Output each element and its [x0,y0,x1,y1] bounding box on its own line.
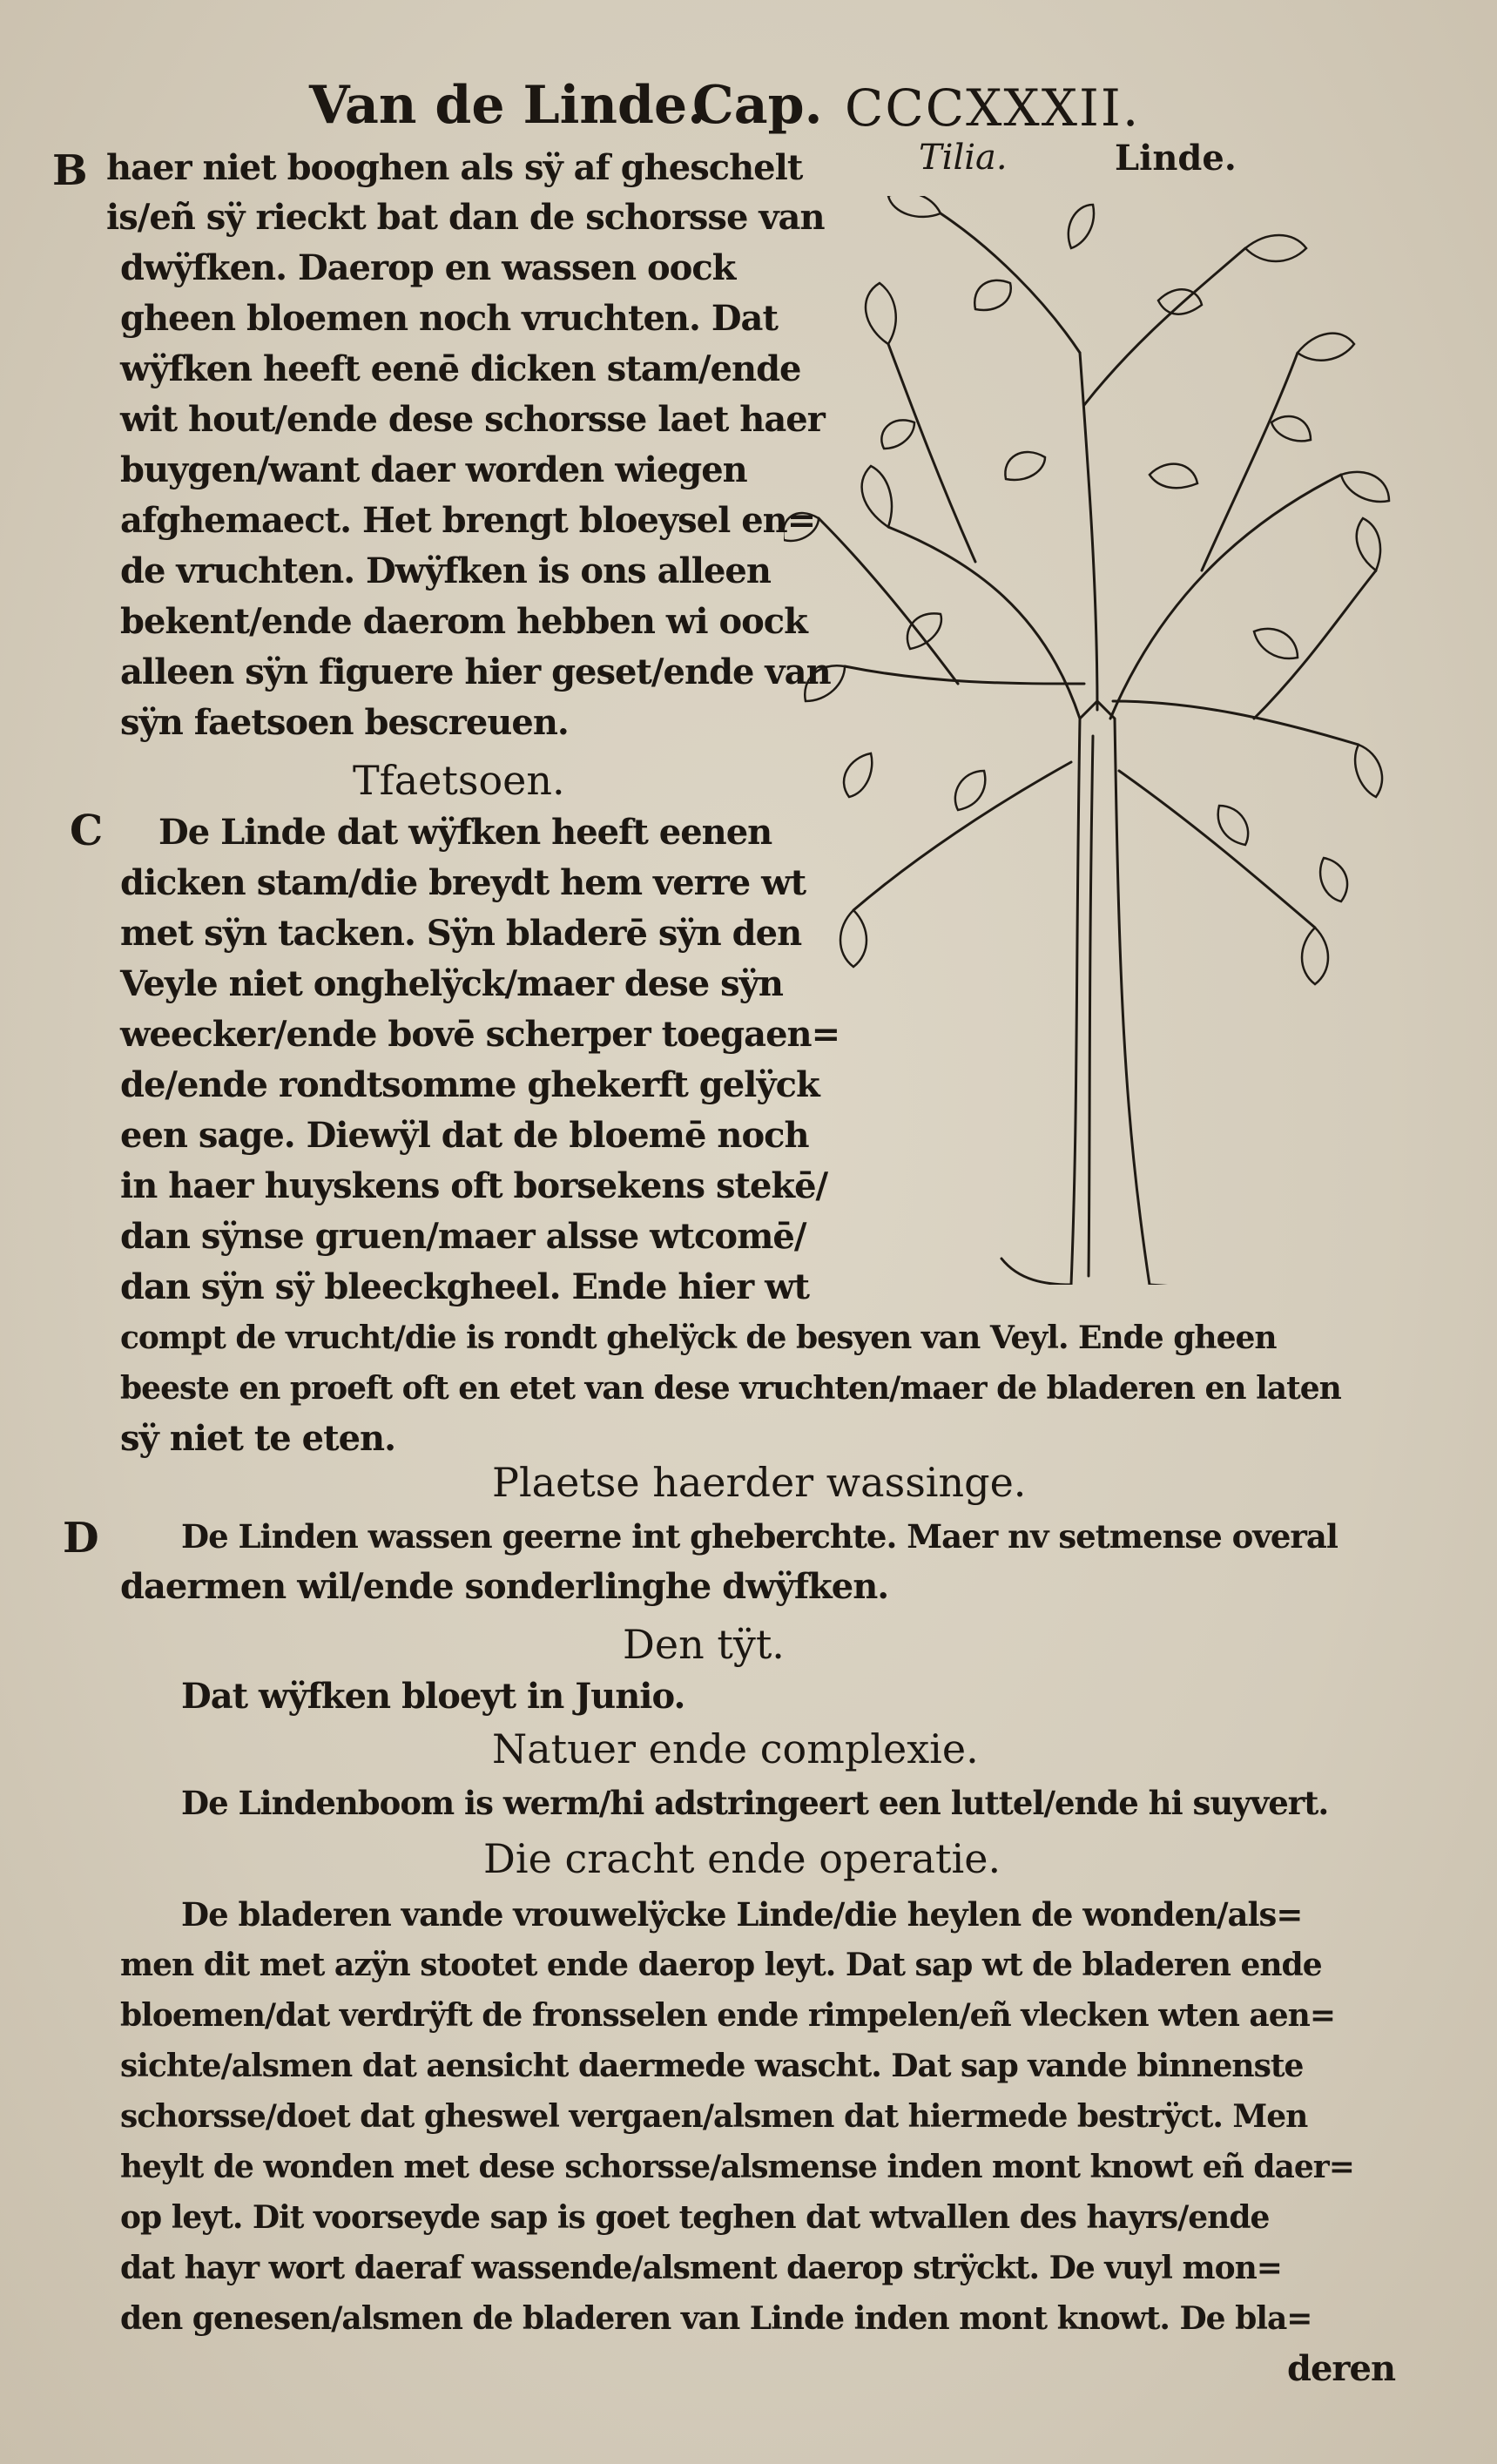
text-line: dwÿfken. Daerop en wassen oock [120,247,736,288]
text-line: afghemaect. Het brengt bloeysel en= [120,500,816,541]
heading-faetsoen: Tfaetsoen. [353,757,565,804]
text-line: compt de vrucht/die is rondt ghelÿck de besyen van Veyl. Ende gheen [120,1320,1277,1356]
chapter-label: Cap. [692,75,823,136]
section-marker-d: D [63,1514,99,1563]
text-line: deren [1287,2348,1396,2389]
text-line: een sage. Diewÿl dat de bloemē noch [120,1115,809,1156]
text-line: weecker/ende bovē scherper toegaen= [120,1014,840,1055]
text-line: beeste en proeft oft en etet van dese vruchten/maer de bladeren en laten [120,1370,1341,1407]
text-line: buygen/want daer worden wiegen [120,449,747,490]
tijt-line: Dat wÿfken bloeyt in Junio. [181,1676,685,1717]
text-line: sÿn faetsoen bescreuen. [120,702,569,743]
section-marker-b: B [52,146,88,195]
text-line: sÿ niet te eten. [120,1418,396,1459]
text-line: is/eñ sÿ rieckt bat dan de schorsse van [106,197,825,238]
text-line: heylt de wonden met dese schorsse/alsmense inden mont knowt eñ daer= [120,2149,1354,2185]
text-line: daermen wil/ende sonderlinghe dwÿfken. [120,1566,889,1607]
text-line: men dit met azÿn stootet ende daerop leyt. Dat sap wt de bladeren ende [120,1947,1322,1983]
text-line: De bladeren vande vrouwelÿcke Linde/die heylen de wonden/als= [181,1895,1303,1934]
text-line: De Linde dat wÿfken heeft eenen [158,812,772,853]
figure-caption-dutch: Linde. [1115,138,1237,179]
text-line: haer niet booghen als sÿ af gheschelt [106,147,803,188]
text-line: sichte/alsmen dat aensicht daermede wascht. Dat sap vande binnenste [120,2048,1304,2084]
text-line: bloemen/dat verdrÿft de fronsselen ende rimpelen/eñ vlecken wten aen= [120,1997,1335,2034]
text-line: in haer huyskens oft borsekens stekē/ [120,1165,828,1206]
text-line: bekent/ende daerom hebben wi oock [120,601,807,642]
heading-natuer: Natuer ende complexie. [492,1725,979,1772]
header-title: Van de Linde. [309,75,706,136]
text-line: dat hayr wort daeraf wassende/alsment daerop strÿckt. De vuyl mon= [120,2250,1282,2286]
text-line: Veyle niet onghelÿck/maer dese sÿn [120,963,783,1004]
text-line: dan sÿnse gruen/maer alsse wtcomē/ [120,1216,806,1257]
text-line: gheen bloemen noch vruchten. Dat [120,298,778,339]
section-marker-c: C [70,807,104,855]
chapter-number: CCCXXXII. [845,78,1141,138]
text-line: dicken stam/die breydt hem verre wt [120,862,806,903]
natuer-line: De Lindenboom is werm/hi adstringeert een luttel/ende hi suyvert. [181,1784,1329,1822]
text-line: met sÿn tacken. Sÿn bladerē sÿn den [120,913,802,954]
heading-plaetse: Plaetse haerder wassinge. [492,1459,1027,1506]
heading-tijt: Den tÿt. [623,1621,785,1668]
text-line: de/ende rondtsomme ghekerft gelÿck [120,1064,819,1105]
text-line: den genesen/alsmen de bladeren van Linde inden mont knowt. De bla= [120,2300,1312,2337]
text-line: op leyt. Dit voorseyde sap is goet teghen dat wtvallen des hayrs/ende [120,2199,1270,2236]
text-line: dan sÿn sÿ bleeckgheel. Ende hier wt [120,1266,810,1307]
heading-cracht: Die cracht ende operatie. [483,1835,1001,1882]
text-line: alleen sÿn figuere hier geset/ende van [120,651,831,692]
text-line: De Linden wassen geerne int gheberchte. Maer nv setmense overal [181,1517,1338,1556]
text-line: wÿfken heeft eenē dicken stam/ende [120,348,801,389]
text-line: schorsse/doet dat gheswel vergaen/alsmen dat hiermede bestrÿct. Men [120,2098,1308,2135]
figure-caption-latin: Tilia. [919,138,1008,178]
text-line: wit hout/ende dese schorsse laet haer [120,399,825,440]
text-line: de vruchten. Dwÿfken is ons alleen [120,550,771,591]
